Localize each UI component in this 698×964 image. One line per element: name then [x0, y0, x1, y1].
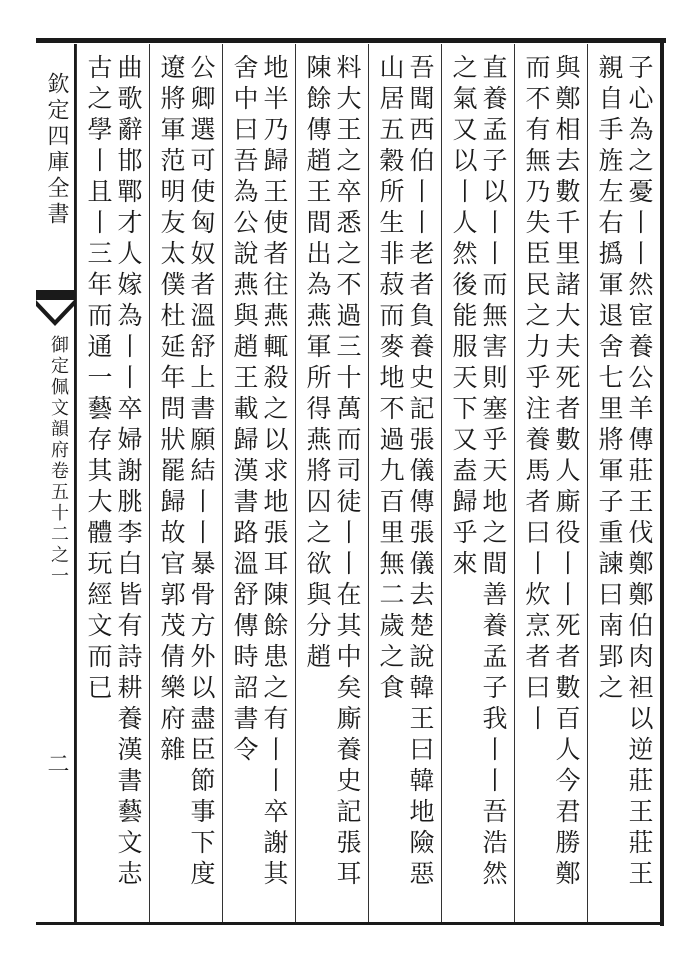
- column-text: 與鄭相去數千里諸大夫死者數人廝役丨丨死者數百人今君勝鄭而不有無乃失臣民之力乎注養馬者曰丨炊烹者曰丨: [522, 54, 581, 891]
- text-column: [149, 44, 222, 922]
- text-column: [222, 44, 295, 922]
- top-border: [36, 38, 666, 43]
- bottom-border: [36, 922, 664, 925]
- text-column: [514, 44, 587, 922]
- column-text: 公卿選可使匈奴者溫舒上書願結丨丨暴骨方外以盡臣節事下度遼將軍范明友太僕杜延年問狀罷歸故官郭茂倩樂府雜: [157, 54, 216, 891]
- column-text: 吾聞西伯丨丨老者負養史記張儀傳張儀去楚說韓王曰韓地險惡山居五穀所生非菽而麥地不過九百里無二歲之食: [376, 54, 435, 891]
- text-body: [74, 44, 660, 922]
- column-text: 直養孟子以丨丨而無害則塞乎天地之間善養孟子我丨丨吾浩然之氣又以丨人然後能服天下又盍歸乎來: [449, 54, 508, 891]
- text-column: [295, 44, 368, 922]
- right-border: [660, 40, 664, 926]
- column-text: 曲歌辭邯鄲才人嫁為丨丨卒婦謝朓李白皆有詩耕養漢書藝文志古之學丨且丨三年而通一藝存其大體玩經文而已: [84, 54, 143, 891]
- column-text: 料大王之卒悉之不過三十萬而司徒丨丨在其中矣廝養史記張耳陳餘傳趙王間出為燕軍所得燕將囚之欲與分趙: [303, 54, 362, 891]
- page-number: 二: [44, 752, 69, 774]
- text-column: [587, 44, 660, 922]
- text-column: [368, 44, 441, 922]
- text-column: [76, 44, 149, 922]
- book-title: 欽定四庫全書: [44, 72, 69, 228]
- column-text: 子心為之憂丨丨然宦養公羊傳莊王伐鄭鄭伯肉袒以逆莊王莊王親自手旌左右撝軍退舍七里將軍子重諫曰南郢之: [595, 54, 654, 891]
- volume-title: 御定佩文韻府卷五十二之一: [48, 335, 69, 587]
- fish-tail-mark: [36, 290, 74, 330]
- column-text: 地半乃歸王使者往燕輒殺之以求地張耳陳餘患之有丨丨卒謝其舍中曰吾為公說燕與趙王載歸漢書路溫舒傳時詔書令: [230, 54, 289, 891]
- text-column: [441, 44, 514, 922]
